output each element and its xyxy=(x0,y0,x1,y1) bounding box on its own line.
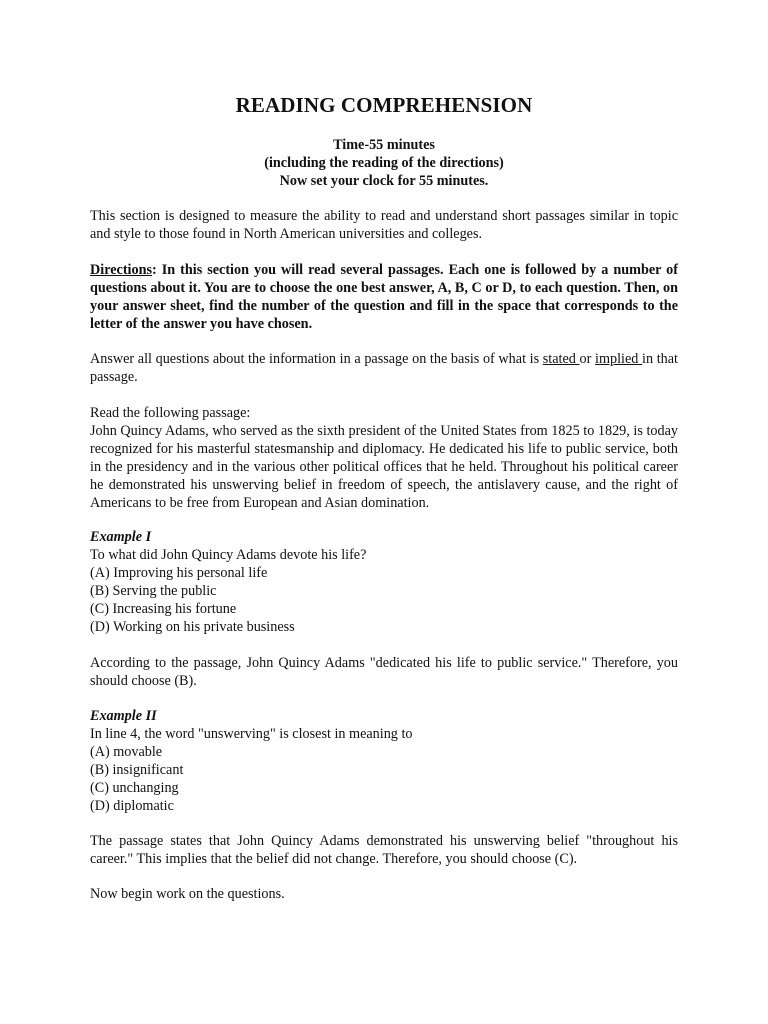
or-word: or xyxy=(579,351,596,367)
example-1-option: (C) Increasing his fortune xyxy=(90,600,237,617)
example-2 xyxy=(90,708,678,815)
directions-paragraph xyxy=(90,262,678,334)
example-1-option: (A) Improving his personal life xyxy=(90,564,268,581)
example-1-option: (D) Working on his private business xyxy=(90,618,295,635)
passage-lead: Read the following passage: xyxy=(90,405,251,421)
intro-paragraph: This section is designed to measure the ability to read and understand short passages similar in topic and style to those found in North American universities and colleges. xyxy=(90,208,678,242)
answer-all-after: in that passage. xyxy=(90,351,678,385)
directions-text: In this section you will read several passages. Each one is followed by a number of questions about it. You are to choose the one best answer, A, B, C or D, to each question. Then, on your answer sheet, find the number of the question and fill in the space that corresponds to the letter of the answer you have chosen. xyxy=(90,262,678,332)
example-1-explanation: According to the passage, John Quincy Adams "dedicated his life to public service." Therefore, you should choose (B). xyxy=(90,655,678,689)
passage-text: John Quincy Adams, who served as the sixth president of the United States from 1825 to 1829, is today recognized for his masterful statesmanship and diplomacy. He dedicated his life to public service, both in the presidency and in the various other political offices that he held. Throughout his political career he demonstrated his unswerving belief in freedom of speech, the antislavery cause, and the right of Americans to be free from European and Asian domination. xyxy=(90,422,678,511)
example-2-option: (B) insignificant xyxy=(90,761,184,778)
example-1-question: To what did John Quincy Adams devote his life? xyxy=(90,546,367,563)
example-2-option: (C) unchanging xyxy=(90,779,179,796)
time-line-1: Time-55 minutes xyxy=(333,137,435,153)
passage-section xyxy=(90,405,678,512)
directions-label: Directions xyxy=(90,262,152,278)
example-2-option: (D) diplomatic xyxy=(90,797,174,814)
closing-line: Now begin work on the questions. xyxy=(90,886,285,902)
example-2-question: In line 4, the word "unswerving" is closest in meaning to xyxy=(90,725,413,742)
time-line-3: Now set your clock for 55 minutes. xyxy=(279,172,489,189)
time-instructions xyxy=(90,137,678,191)
example-1 xyxy=(90,529,678,636)
page-title: READING COMPREHENSION xyxy=(235,93,533,117)
example-1-heading: Example I xyxy=(90,529,152,545)
example-1-option: (B) Serving the public xyxy=(90,582,217,599)
answer-all-paragraph xyxy=(90,351,678,387)
answer-all-before: Answer all questions about the information in a passage on the basis of what is xyxy=(90,351,543,367)
example-2-explanation: The passage states that John Quincy Adams demonstrated his unswerving belief "throughout his career." This implies that the belief did not change. Therefore, you should choose (C). xyxy=(90,833,678,867)
implied-word: implied xyxy=(595,351,643,367)
stated-word: stated xyxy=(542,351,580,367)
directions-colon: : xyxy=(152,262,157,278)
example-2-option: (A) movable xyxy=(90,743,163,760)
time-line-2: (including the reading of the directions) xyxy=(264,154,504,171)
example-2-heading: Example II xyxy=(90,708,157,724)
